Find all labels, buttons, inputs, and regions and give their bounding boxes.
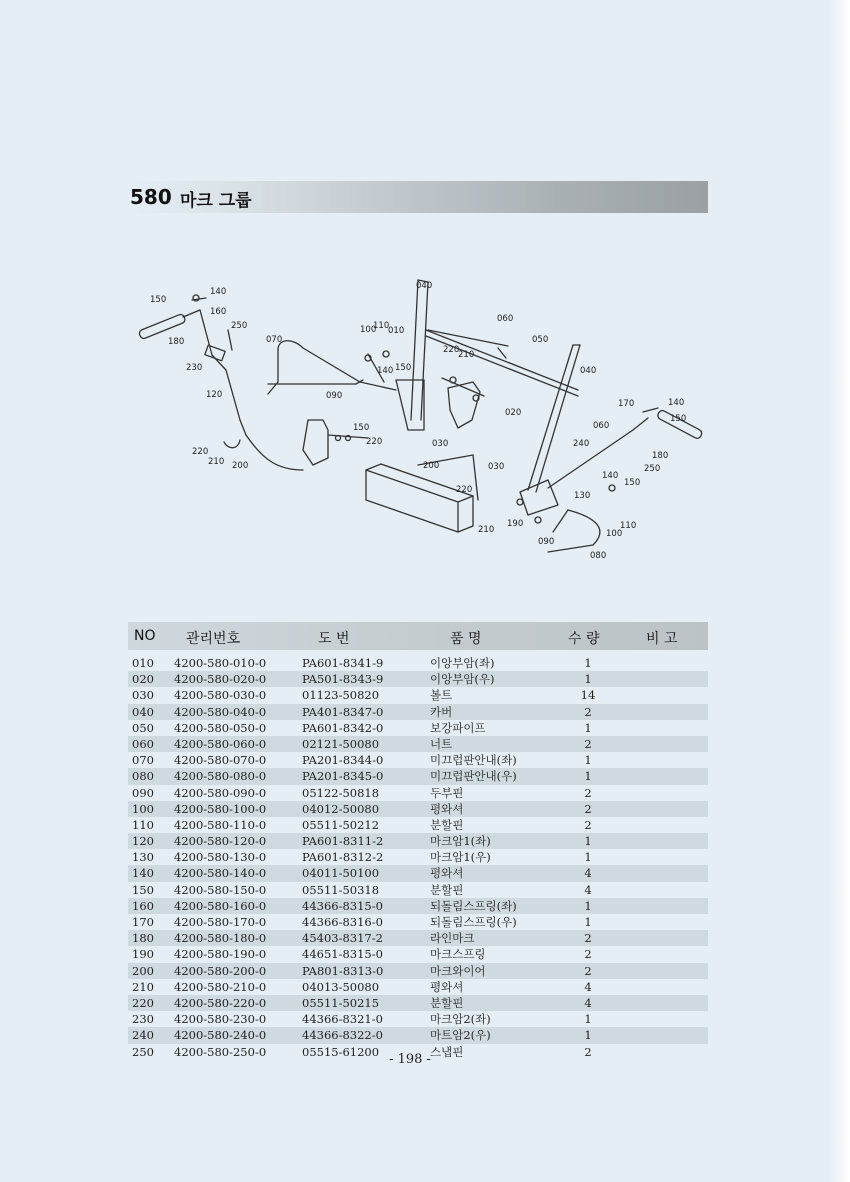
callout-label: 060 <box>497 314 514 324</box>
table-row <box>128 752 708 768</box>
row-drawing-number: 44366-8315-0 <box>302 898 383 913</box>
parts-diagram <box>128 270 708 570</box>
row-no: 080 <box>132 769 154 784</box>
callout-label: 220 <box>192 447 209 457</box>
row-no: 020 <box>132 672 154 687</box>
table-row <box>128 704 708 720</box>
row-no: 110 <box>132 817 154 832</box>
table-row <box>128 963 708 979</box>
table-row <box>128 914 708 930</box>
row-quantity: 2 <box>584 931 592 946</box>
row-quantity: 1 <box>584 720 592 735</box>
table-row <box>128 865 708 881</box>
row-quantity: 2 <box>584 963 592 978</box>
row-mgmt-number: 4200-580-030-0 <box>174 688 267 703</box>
row-drawing-number: 04012-50080 <box>302 801 380 816</box>
table-row <box>128 736 708 752</box>
row-drawing-number: PA601-8311-2 <box>302 834 384 849</box>
callout-label: 210 <box>208 457 225 467</box>
row-mgmt-number: 4200-580-050-0 <box>174 720 267 735</box>
row-part-name: 분할핀 <box>430 882 464 897</box>
row-no: 240 <box>132 1028 154 1043</box>
row-mgmt-number: 4200-580-120-0 <box>174 834 267 849</box>
table-row <box>128 930 708 946</box>
callout-label: 190 <box>507 519 524 529</box>
row-quantity: 2 <box>584 736 592 751</box>
row-drawing-number: PA201-8345-0 <box>302 769 384 784</box>
callout-label: 250 <box>231 321 248 331</box>
row-part-name: 평와셔 <box>430 866 464 881</box>
table-row <box>128 671 708 687</box>
row-mgmt-number: 4200-580-210-0 <box>174 979 267 994</box>
table-row <box>128 1027 708 1043</box>
callout-label: 050 <box>532 335 549 345</box>
callout-label: 250 <box>644 464 661 474</box>
row-quantity: 2 <box>584 1044 592 1059</box>
header-remark: 비 고 <box>646 631 678 647</box>
callout-label: 040 <box>416 281 433 291</box>
row-no: 170 <box>132 915 154 929</box>
callout-label: 100 <box>606 529 623 539</box>
row-part-name: 마크와이어 <box>430 963 486 978</box>
row-drawing-number: 44651-8315-0 <box>302 947 383 962</box>
callout-label: 150 <box>670 414 687 424</box>
callout-label: 210 <box>458 350 475 360</box>
row-part-name: 마크암1(우) <box>430 850 491 865</box>
callout-label: 140 <box>668 398 685 408</box>
page-edge <box>828 0 850 1182</box>
row-part-name: 분할핀 <box>430 817 464 832</box>
row-mgmt-number: 4200-580-190-0 <box>174 947 267 962</box>
callout-label: 140 <box>377 366 394 376</box>
row-drawing-number: PA801-8313-0 <box>302 963 384 978</box>
row-mgmt-number: 4200-580-180-0 <box>174 931 267 946</box>
row-drawing-number: 05511-50212 <box>302 817 380 832</box>
row-mgmt-number: 4200-580-130-0 <box>174 850 267 865</box>
row-quantity: 4 <box>584 882 592 897</box>
callout-label: 240 <box>573 439 590 449</box>
row-drawing-number: 05122-50818 <box>302 785 380 800</box>
row-quantity: 1 <box>584 672 592 687</box>
callout-label: 040 <box>580 366 597 376</box>
row-drawing-number: PA501-8343-9 <box>302 672 384 687</box>
row-mgmt-number: 4200-580-220-0 <box>174 995 267 1010</box>
row-mgmt-number: 4200-580-170-0 <box>174 915 267 929</box>
section-header <box>128 181 708 213</box>
callout-label: 120 <box>206 390 223 400</box>
row-part-name: 분할핀 <box>430 995 464 1010</box>
row-part-name: 두부핀 <box>430 785 464 800</box>
table-row <box>128 655 708 671</box>
table-row <box>128 1011 708 1027</box>
row-mgmt-number: 4200-580-040-0 <box>174 704 267 719</box>
row-quantity: 1 <box>584 898 592 913</box>
row-part-name: 마트암2(우) <box>430 1028 491 1043</box>
header-mgmt-number: 관리번호 <box>186 631 241 647</box>
section-title: 마크 그룹 <box>180 191 252 211</box>
row-part-name: 되돌림스프링(우) <box>430 915 517 929</box>
row-drawing-number: PA601-8342-0 <box>302 720 384 735</box>
callout-label: 010 <box>388 326 405 336</box>
row-quantity: 4 <box>584 979 592 994</box>
callout-label: 200 <box>423 461 440 471</box>
row-drawing-number: PA401-8347-0 <box>302 704 384 719</box>
header-quantity: 수 량 <box>568 631 600 647</box>
row-quantity: 4 <box>584 995 592 1010</box>
row-drawing-number: 05511-50318 <box>302 882 380 897</box>
row-mgmt-number: 4200-580-020-0 <box>174 672 267 687</box>
row-part-name: 마크암1(좌) <box>430 834 491 849</box>
table-row <box>128 785 708 801</box>
row-drawing-number: 04011-50100 <box>302 866 380 881</box>
row-no: 140 <box>132 866 154 881</box>
row-no: 230 <box>132 1012 154 1027</box>
row-mgmt-number: 4200-580-200-0 <box>174 963 267 978</box>
callout-label: 220 <box>456 485 473 495</box>
row-quantity: 1 <box>584 834 592 849</box>
callout-label: 070 <box>266 335 283 345</box>
row-no: 090 <box>132 785 154 800</box>
row-part-name: 볼트 <box>430 688 453 703</box>
row-mgmt-number: 4200-580-150-0 <box>174 882 267 897</box>
header-no: NO <box>134 628 156 644</box>
callout-label: 150 <box>150 295 167 305</box>
row-drawing-number: PA201-8344-0 <box>302 753 384 768</box>
row-mgmt-number: 4200-580-070-0 <box>174 753 267 768</box>
row-part-name: 미끄럽판안내(우) <box>430 769 517 784</box>
callout-label: 110 <box>620 521 637 531</box>
section-code: 580 <box>130 185 172 209</box>
callout-label: 180 <box>168 337 185 347</box>
table-row <box>128 687 708 703</box>
row-mgmt-number: 4200-580-240-0 <box>174 1028 267 1043</box>
table-row <box>128 898 708 914</box>
row-part-name: 평와셔 <box>430 979 464 994</box>
row-mgmt-number: 4200-580-080-0 <box>174 769 267 784</box>
row-quantity: 1 <box>584 1012 592 1027</box>
row-no: 100 <box>132 801 154 816</box>
row-no: 150 <box>132 882 154 897</box>
row-drawing-number: 44366-8321-0 <box>302 1012 383 1027</box>
row-no: 200 <box>132 963 154 978</box>
row-quantity: 1 <box>584 850 592 865</box>
row-drawing-number: 45403-8317-2 <box>302 931 383 946</box>
callout-label: 140 <box>210 287 227 297</box>
row-quantity: 2 <box>584 801 592 816</box>
row-quantity: 1 <box>584 1028 592 1043</box>
row-quantity: 2 <box>584 947 592 962</box>
parts-table-body <box>128 655 708 1060</box>
table-row <box>128 882 708 898</box>
callout-label: 150 <box>353 423 370 433</box>
row-quantity: 1 <box>584 656 592 670</box>
table-row <box>128 801 708 817</box>
row-quantity: 1 <box>584 769 592 784</box>
callout-label: 140 <box>602 471 619 481</box>
row-no: 030 <box>132 688 154 703</box>
row-drawing-number: 01123-50820 <box>302 688 380 703</box>
row-no: 130 <box>132 850 154 865</box>
callout-label: 160 <box>210 307 227 317</box>
row-part-name: 마크암2(좌) <box>430 1012 491 1027</box>
row-no: 060 <box>132 736 154 751</box>
table-row <box>128 817 708 833</box>
header-part-name: 품 명 <box>450 631 482 647</box>
row-drawing-number: 44366-8316-0 <box>302 915 383 929</box>
callout-label: 210 <box>478 525 495 535</box>
row-quantity: 1 <box>584 915 592 929</box>
row-mgmt-number: 4200-580-250-0 <box>174 1044 267 1059</box>
row-no: 160 <box>132 898 154 913</box>
row-mgmt-number: 4200-580-230-0 <box>174 1012 267 1027</box>
row-part-name: 너트 <box>430 736 453 751</box>
callout-label: 030 <box>432 439 449 449</box>
row-mgmt-number: 4200-580-100-0 <box>174 801 267 816</box>
row-mgmt-number: 4200-580-140-0 <box>174 866 267 881</box>
callout-label: 150 <box>624 478 641 488</box>
row-part-name: 되돌림스프링(좌) <box>430 898 517 913</box>
row-part-name: 이앙부암(좌) <box>430 656 495 670</box>
row-drawing-number: 44366-8322-0 <box>302 1028 383 1043</box>
callout-label: 230 <box>186 363 203 373</box>
row-no: 120 <box>132 834 154 849</box>
row-no: 190 <box>132 947 154 962</box>
exploded-view-drawing <box>128 270 708 570</box>
row-no: 070 <box>132 753 154 768</box>
row-quantity: 1 <box>584 753 592 768</box>
row-drawing-number: 04013-50080 <box>302 979 380 994</box>
row-mgmt-number: 4200-580-110-0 <box>174 817 267 832</box>
callout-label: 110 <box>373 321 390 331</box>
row-drawing-number: 02121-50080 <box>302 736 380 751</box>
callout-label: 170 <box>618 399 635 409</box>
row-part-name: 마크스프링 <box>430 947 486 962</box>
header-drawing-number: 도 번 <box>318 631 350 647</box>
callout-label: 090 <box>538 537 555 547</box>
row-mgmt-number: 4200-580-160-0 <box>174 898 267 913</box>
row-drawing-number: 05515-61200 <box>302 1044 380 1059</box>
page-number: - 198 - <box>389 1052 431 1067</box>
callout-label: 020 <box>505 408 522 418</box>
callout-label: 060 <box>593 421 610 431</box>
callout-label: 030 <box>488 462 505 472</box>
callout-label: 130 <box>574 491 591 501</box>
table-row <box>128 849 708 865</box>
row-drawing-number: PA601-8341-9 <box>302 656 384 670</box>
parts-table-header <box>128 622 708 650</box>
row-no: 050 <box>132 720 154 735</box>
row-part-name: 카버 <box>430 704 453 719</box>
table-row <box>128 768 708 784</box>
row-quantity: 2 <box>584 817 592 832</box>
callout-label: 200 <box>232 461 249 471</box>
row-part-name: 이앙부암(우) <box>430 672 495 687</box>
table-row <box>128 979 708 995</box>
callout-label: 150 <box>395 363 412 373</box>
row-no: 250 <box>132 1044 154 1059</box>
row-mgmt-number: 4200-580-060-0 <box>174 736 267 751</box>
row-no: 180 <box>132 931 154 946</box>
row-no: 010 <box>132 656 154 670</box>
row-quantity: 2 <box>584 785 592 800</box>
table-row <box>128 720 708 736</box>
table-row <box>128 995 708 1011</box>
table-row <box>128 946 708 962</box>
row-part-name: 라인마크 <box>430 931 475 946</box>
row-quantity: 4 <box>584 866 592 881</box>
row-part-name: 스냅핀 <box>430 1044 464 1059</box>
row-no: 210 <box>132 979 154 994</box>
row-mgmt-number: 4200-580-010-0 <box>174 656 267 670</box>
row-quantity: 2 <box>584 704 592 719</box>
row-drawing-number: 05511-50215 <box>302 995 380 1010</box>
row-part-name: 미끄럽판안내(좌) <box>430 753 517 768</box>
row-part-name: 보강파이프 <box>430 720 486 735</box>
table-row <box>128 833 708 849</box>
row-drawing-number: PA601-8312-2 <box>302 850 384 865</box>
row-part-name: 평와셔 <box>430 801 464 816</box>
row-no: 040 <box>132 704 154 719</box>
callout-label: 180 <box>652 451 669 461</box>
callout-label: 100 <box>360 325 377 335</box>
callout-label: 220 <box>366 437 383 447</box>
row-no: 220 <box>132 995 154 1010</box>
row-mgmt-number: 4200-580-090-0 <box>174 785 267 800</box>
row-quantity: 14 <box>580 688 596 703</box>
callout-label: 220 <box>443 345 460 355</box>
callout-label: 090 <box>326 391 343 401</box>
callout-label: 080 <box>590 551 607 561</box>
